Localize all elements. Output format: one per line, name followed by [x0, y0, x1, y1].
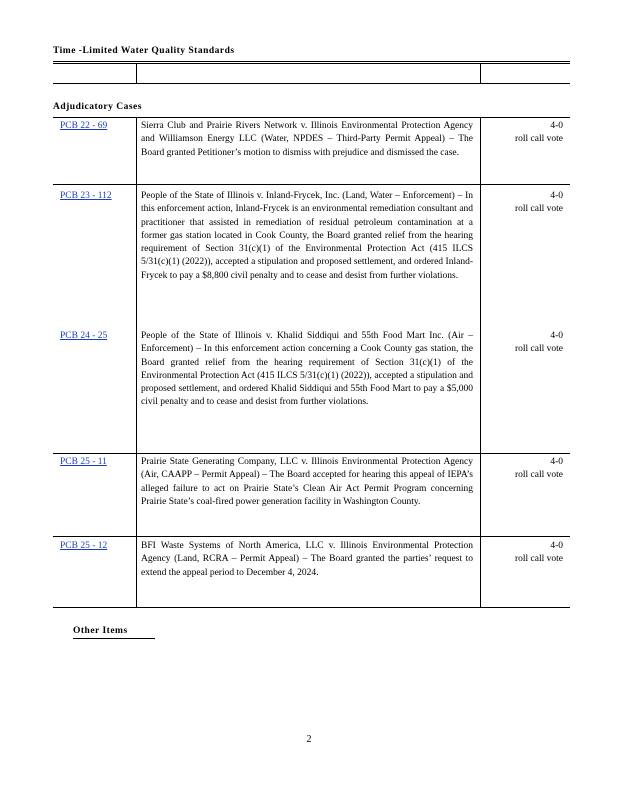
section-heading-time-limited: Time -Limited Water Quality Standards	[53, 46, 235, 56]
case-number-link[interactable]: PCB 24 - 25	[60, 331, 108, 341]
section-heading-adjudicatory: Adjudicatory Cases	[53, 102, 142, 112]
heading-rule	[53, 61, 570, 62]
row-separator	[53, 607, 570, 608]
vote-label: roll call vote	[514, 554, 563, 565]
vote-count: 4-0	[550, 191, 563, 201]
case-description: People of the State of Illinois v. Inland-Frycek, Inc. (Land, Water – Enforcement) – In this enforcement action, Inland-Frycek is an environmental remediation consultant and practitioner that assisted in remediation of residual petroleum contamination at a former gas station located in Cook County, the Board granted relief from the hearing requirement of Section 31(c)(1) of the Environmental Protection Act (415 ILCS 5/31(c)(1) (2022)), accepted a stipulation and proposed settlement, and ordered Inland-Frycek to pay a $8,800 civil penalty and to cease and desist from further violations.	[141, 191, 473, 281]
vote-result	[484, 120, 563, 147]
table-divider	[136, 63, 137, 83]
vote-count: 4-0	[550, 331, 563, 341]
section-heading-other-items: Other Items	[73, 626, 128, 636]
vote-count: 4-0	[550, 121, 563, 131]
heading-rule	[53, 117, 570, 118]
vote-label: roll call vote	[514, 134, 563, 145]
vote-count: 4-0	[550, 457, 563, 467]
table-border	[53, 63, 570, 64]
vote-result	[484, 456, 563, 483]
row-separator	[53, 184, 570, 185]
vote-result	[484, 330, 563, 357]
vote-label: roll call vote	[514, 204, 563, 215]
vote-label: roll call vote	[514, 344, 563, 355]
table-divider	[136, 118, 137, 608]
case-number-link[interactable]: PCB 22 - 69	[60, 121, 108, 131]
vote-label: roll call vote	[514, 470, 563, 481]
case-description: Prairie State Generating Company, LLC v. Illinois Environmental Protection Agency (Air, CAAPP – Permit Appeal) – The Board accepted for hearing this appeal of IEPA’s alleged failure to act on Prairie State’s Clean Air Act Permit Program concerning Prairie State’s coal-fired power generation facility in Washington County.	[141, 457, 473, 507]
table-divider	[480, 118, 481, 608]
vote-count: 4-0	[550, 541, 563, 551]
case-description: BFI Waste Systems of North America, LLC v. Illinois Environmental Protection Agency (Land, RCRA – Permit Appeal) – The Board granted the parties’ request to extend the appeal period to December 4, 2024.	[141, 541, 473, 578]
row-separator	[53, 536, 570, 537]
case-description: Sierra Club and Prairie Rivers Network v. Illinois Environmental Protection Agency and Williamson Energy LLC (Water, NPDES – Third-Party Permit Appeal) – The Board granted Petitioner’s motion to dismiss with prejudice and dismissed the case.	[141, 121, 473, 158]
row-separator	[53, 453, 570, 454]
case-description: People of the State of Illinois v. Khalid Siddiqui and 55th Food Mart Inc. (Air – Enforcement) – In this enforcement action concerning a Cook County gas station, the Board granted relief from the hearing requirement of Section 31(c)(1) of the Environmental Protection Act (415 ILCS 5/31(c)(1) (2022)), accepted a stipulation and proposed settlement, and ordered Khalid Siddiqui and 55th Food Mart to pay a $5,000 civil penalty and to cease and desist from further violations.	[141, 331, 473, 408]
case-number-link[interactable]: PCB 25 - 12	[60, 541, 108, 551]
page-number: 2	[306, 734, 312, 745]
heading-rule	[73, 638, 155, 639]
case-number-link[interactable]: PCB 23 - 112	[60, 191, 112, 201]
table-divider	[480, 63, 481, 83]
vote-result	[484, 540, 563, 567]
table-border	[53, 83, 570, 84]
case-number-link[interactable]: PCB 25 - 11	[60, 457, 107, 467]
vote-result	[484, 190, 563, 217]
